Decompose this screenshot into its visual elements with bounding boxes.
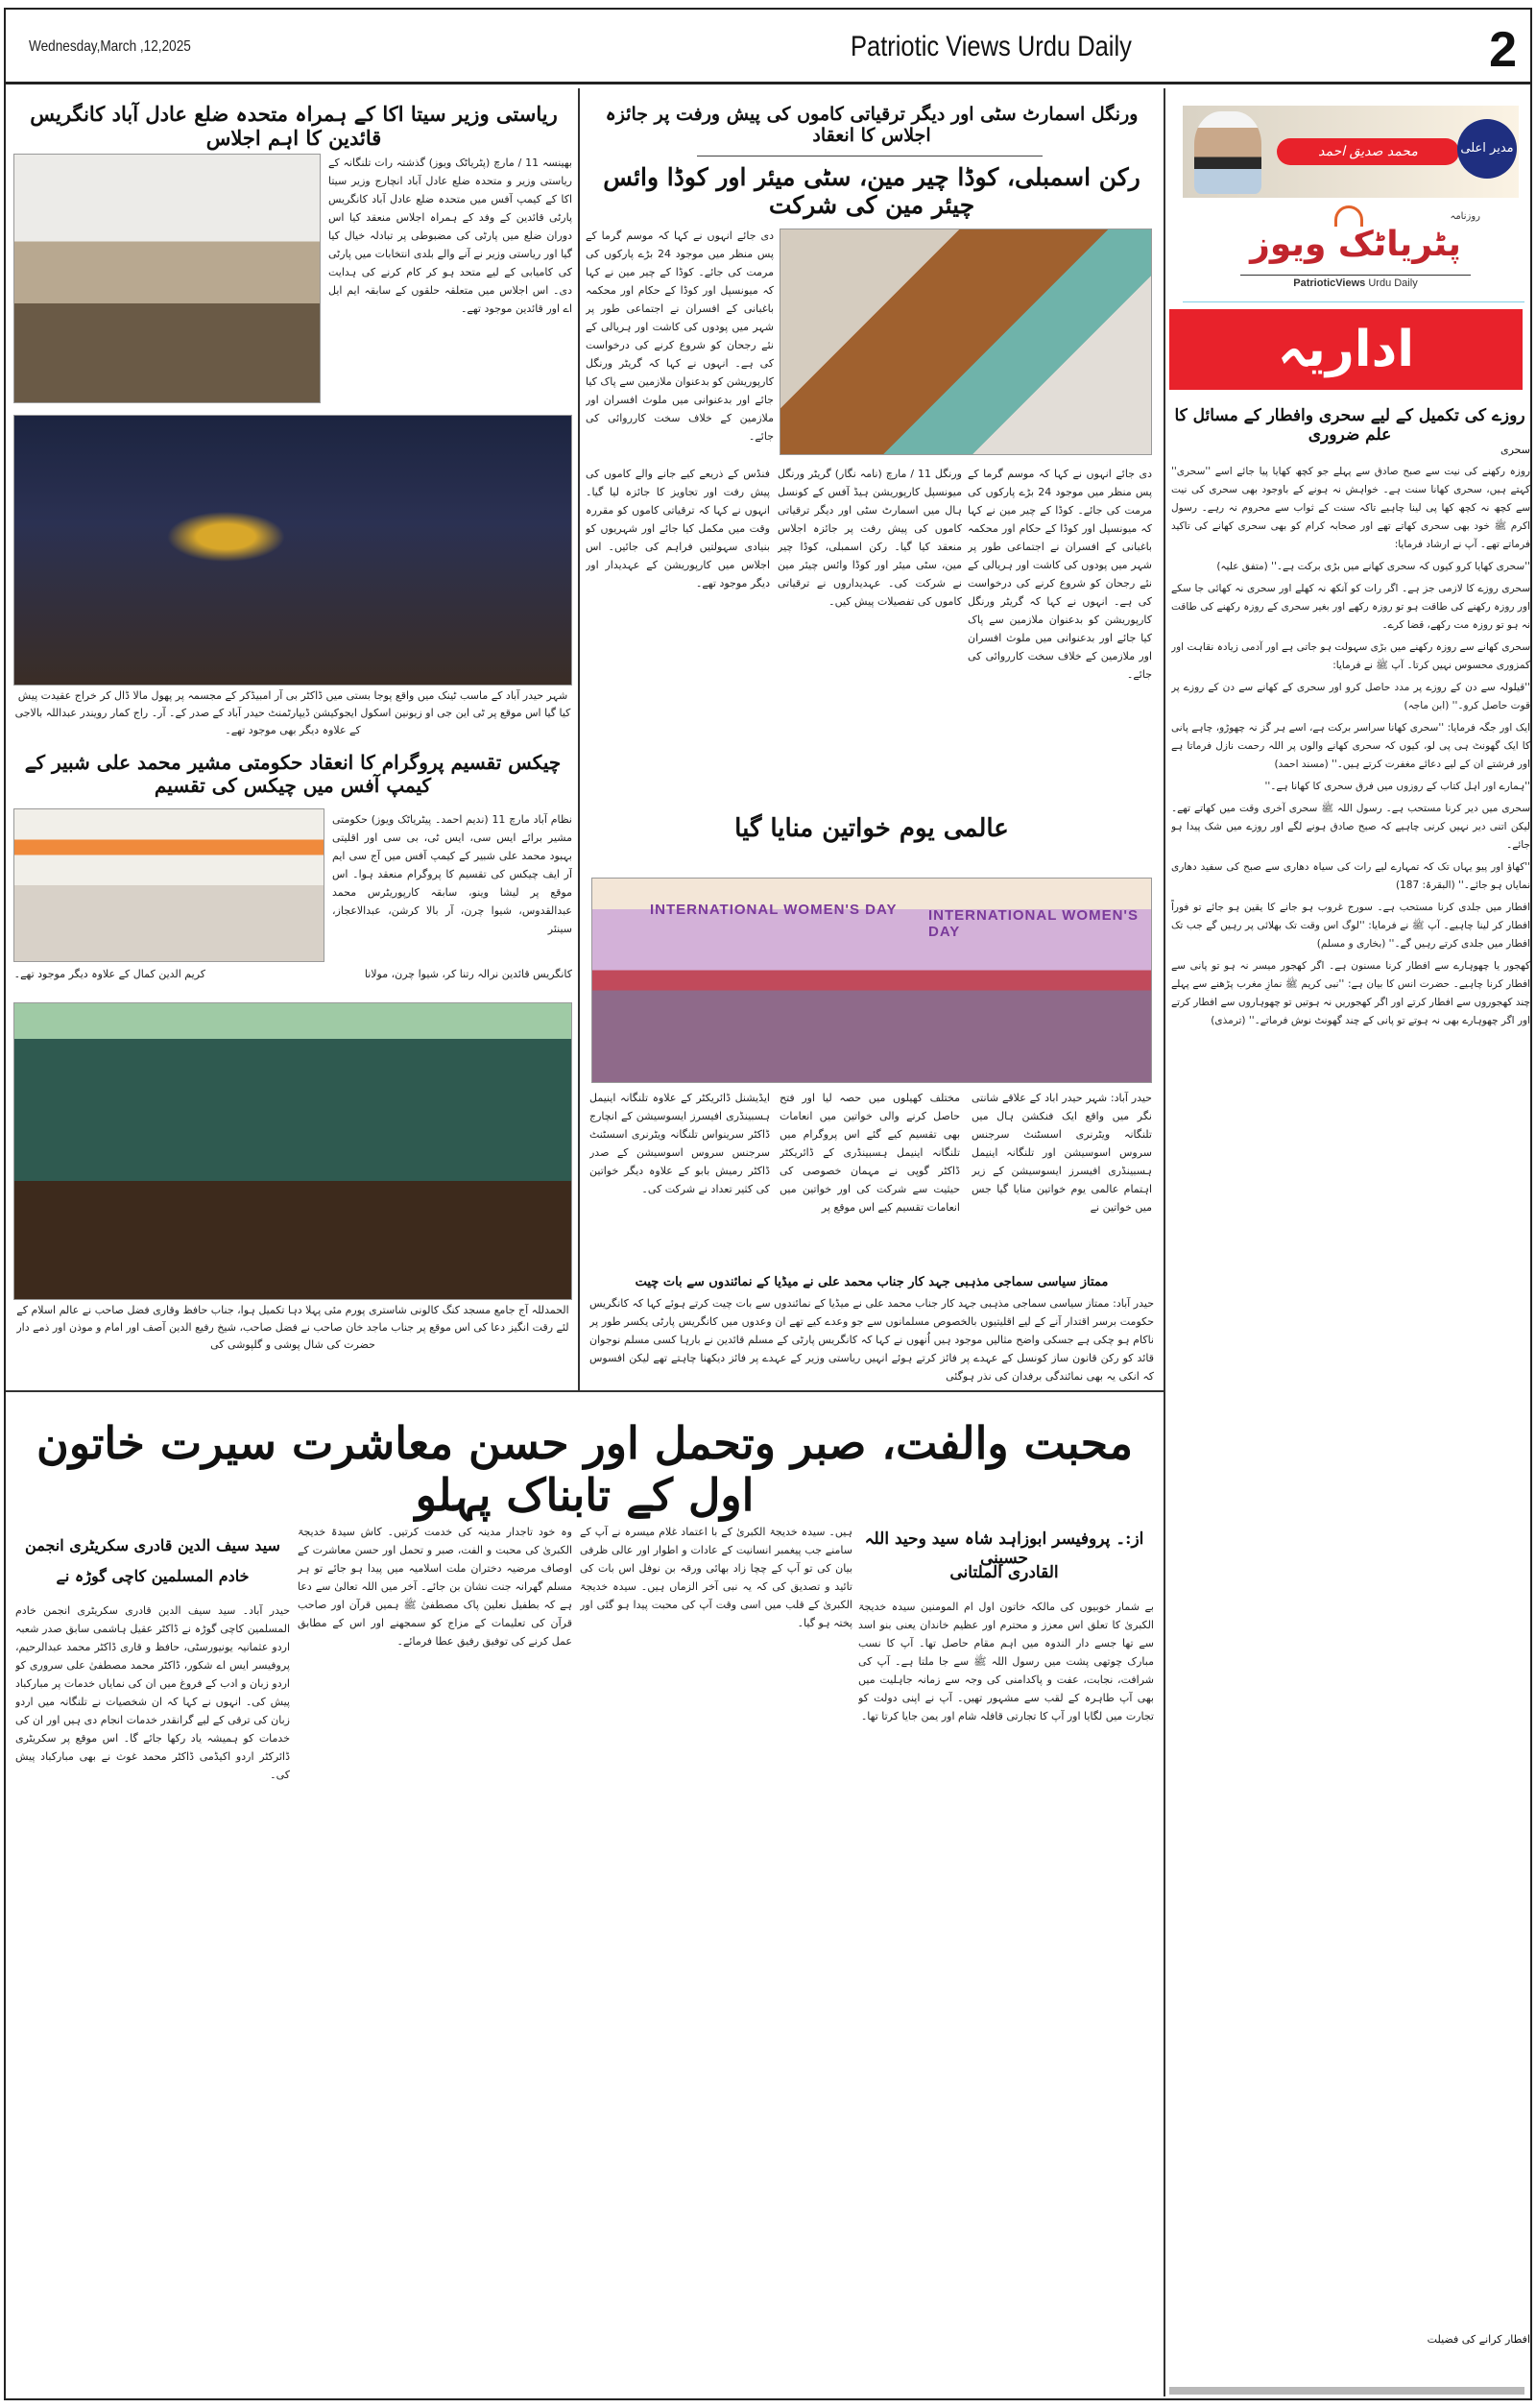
headline-warangal: ورنگل اسمارٹ سٹی اور دیگر ترقیاتی کاموں کی پیش ورفت پر جائزہ اجلاس کا انعقاد [605, 104, 1139, 146]
newspaper-logo [1231, 205, 1480, 298]
photo-banner-text: INTERNATIONAL WOMEN'S DAY [650, 902, 898, 918]
editor-title-badge: مدیر اعلی [1457, 119, 1517, 179]
editor-banner [1183, 106, 1519, 198]
editorial-paragraph: افطار میں جلدی کرنا مستحب ہے۔ سورج غروب ہو جانے کا یقین ہو جائے تو فوراً افطار کر لینا چاہیے۔ آپ ﷺ نے فرمایا: ''لوگ اس وقت تک بھلائی پر رہیں گے جب تک افطار میں جلدی کرتے رہیں گے۔'' (بخاری و مسلم) [1171, 902, 1530, 950]
column-divider [578, 88, 580, 1390]
caption-masjid: الحمدللہ آج جامع مسجد کنگ کالونی شاستری پورم مئی پہلا دہا تکمیل ہوا، جناب حافظ وقاری فضل صاحب نے عالم اسلام کے لئے رقت انگیز دعا کی اس موقع پر جناب ماجد خان صاحب نے فضل صاحب، شیخ رفیع الدین آصف اور امام و موذن اور ذمے دار حضرت کی شال پوشی و گلپوشی کی [16, 1304, 569, 1351]
logo-daily-label: روزنامہ [1450, 211, 1480, 222]
footer-bar [1169, 2387, 1524, 2395]
photo-womens-day-collage [591, 878, 1152, 1083]
editor-photo [1194, 111, 1261, 194]
headline-rule [697, 156, 1043, 157]
editorial-paragraph: سحری میں دیر کرنا مستحب ہے۔ رسول اللہ ﷺ سحری آخری وقت میں کھاتے تھے۔ لیکن اتنی دیر نہیں کرنی چاہیے کہ صبح صادق ہونے لگے اور روزے میں شک پیدا ہو جائے۔ [1171, 803, 1530, 851]
headline-khadija: محبت والفت، صبر وتحمل اور حسن معاشرت سیرت خاتون اول کے تابناک پہلو [36, 1417, 1133, 1521]
editorial-paragraph: ''سحری کھایا کرو کیوں کہ سحری کھانے میں بڑی برکت ہے۔'' (متفق علیہ) [1216, 561, 1530, 572]
article-body-warangal-col4: دی جائے انہوں نے کہا کہ موسم گرما کے پس منظر میں موجود 24 بڑے پارکوں کی مرمت کی جائے۔ کوڈا کے چیر مین نے کہا کہ میونسپل اور کوڈا کے حکام اور محکمہ باغبانی کے افسران نے اجتماعی طور پر شہر میں پودوں کی کاشت اور ہریالی کے نئے رجحان کو شروع کرنے کی درخواست کی ہے۔ انہوں نے کہا کہ گریٹر ورنگل کارپوریشن کو بدعنوان ملازمین سے پاک کیا جائے اور بدعنوانی میں ملوث افسران اور ملازمین کے خلاف سخت کارروائی کی جائے۔ [968, 468, 1152, 681]
byline-author: از:۔ پروفیسر ابوزاہد شاہ سید وحید اللہ حسینی [864, 1529, 1144, 1568]
photo-cheque-distribution [13, 808, 324, 962]
photo-ambedkar-tribute [13, 415, 572, 686]
headline-muhammad-ali: ممتاز سیاسی سماجی مذہبی جہد کار جناب محمد علی نے میڈیا کے نمائندوں سے بات چیت [635, 1275, 1109, 1289]
article-body-khadija-col1: بے شمار خوبیوں کی مالکہ خاتون اول ام المومنین سیدہ خدیجۃ الکبریٰ کا تعلق اس معزز و محترم اور عظیم خاندان یعنی بنو اسد سے تھا جسے دار الندوہ میں اہم مقام حاصل تھا۔ آپ کا نسب مبارک چوتھی پشت میں رسول اللہ ﷺ سے جا ملتا ہے۔ آپ کی شرافت، نجابت، عفت و پاکدامنی کی وجہ سے زمانہ جاہلیت میں بھی آپ طاہرہ کے لقب سے مشہور تھیں۔ آپ نے اپنی دولت کو تجارت میں لگایا اور آپ کا تجارتی قافلہ شام اور یمن جایا کرتا تھا۔ [858, 1601, 1154, 1722]
caption-cheques-right: کانگریس قائدین نرالہ رتنا کر، شیوا چرن، مولانا [364, 968, 572, 980]
headline-saifuddin-line2: خادم المسلمین کاچی گوڑہ نے [56, 1567, 250, 1585]
editorial-paragraph: ایک اور جگہ فرمایا: ''سحری کھانا سراسر برکت ہے، اسے ہر گز نہ چھوڑو، چاہے پانی کا ایک گھونٹ ہی پی لو، کیوں کہ سحری کھانے والوں پر اللہ رحمت نازل فرماتا ہے اور فرشتے ان کے لیے دعائے مغفرت کرتے ہیں۔'' (مسند احمد) [1171, 722, 1530, 770]
article-body-warangal-col2: فنڈس کے ذریعے کیے جانے والے کاموں کی پیش رفت اور تجاویز کا جائزہ لیا گیا۔ انہوں نے کہا کہ ترقیاتی کاموں کو مقررہ وقت میں مکمل کیا جائے اور شہریوں کو بنیادی سہولتیں فراہم کی جائیں۔ اس اجلاس میں کارپوریشن کے عہدیدار اور دیگر موجود تھے۔ [586, 468, 770, 590]
caption-cheques-left: کریم الدین کمال کے علاوہ دیگر موجود تھے۔ [13, 968, 205, 980]
section-divider [6, 1390, 1164, 1392]
photo-warangal-review-meeting [780, 229, 1152, 455]
photo-adilabad-meeting [13, 154, 321, 403]
masthead [6, 10, 1530, 84]
editorial-paragraph: سحری کھانے سے روزہ رکھنے میں بڑی سہولت ہو جاتی ہے اور آدمی زیادہ نقاہت اور کمزوری محسوس نہیں کرتا۔ آپ ﷺ نے فرمایا: [1171, 641, 1530, 671]
editorial-headline: روزے کی تکمیل کے لیے سحری وافطار کے مسائل کا علم ضروری [1174, 406, 1525, 445]
editorial-paragraph: ''کھاؤ اور پیو یہاں تک کہ تمہارے لیے رات کی سیاہ دھاری سے صبح کی سفید دھاری نمایاں ہو جائے۔'' (البقرۃ: 187) [1171, 861, 1530, 891]
page-number: 2 [1489, 22, 1517, 78]
headline-saifuddin-line1: سید سیف الدین قادری سکریٹری انجمن [25, 1536, 280, 1554]
article-body-saifuddin: حیدر آباد۔ سید سیف الدین قادری سکریٹری انجمن خادم المسلمین کاچی گوڑہ نے ڈاکٹر عقیل ہاشمی سابق صدر شعبہ اردو عثمانیہ یونیورسٹی، حافظ و قاری ڈاکٹر محمد عبدالرحیم، پروفیسر ایس اے شکور، ڈاکٹر محمد مصطفیٰ علی سروری کو اردو زبان و ادب کے فروغ میں ان کی نمایاں خدمات پر مبارکباد پیش کی۔ انہوں نے کہا کہ ان شخصیات نے تلنگانہ میں اردو زبان کی ترقی کے لیے گرانقدر خدمات انجام دی ہیں اور ان کی خدمات کو ہمیشہ یاد رکھا جائے گا۔ اس موقع پر سکریٹری ڈائرکٹر اردو اکیڈمی ڈاکٹر محمد غوث نے بھی مبارکباد پیش کی۔ [15, 1604, 290, 1781]
editorial-paragraph: روزہ رکھنے کی نیت سے صبح صادق سے پہلے جو کچھ کھایا پیا جائے اسے ''سحری'' کہتے ہیں، سحری کھانا سنت ہے۔ خواہش نہ ہونے کے باوجود بھی سحری کی نیت سے کچھ نہ کچھ کھا پی لینا چاہیے تاکہ سنت کے ثواب سے محروم نہ رہے۔ رسول اکرم ﷺ خود بھی سحری کھاتے تھے اور صحابہ کرام کو بھی سحری کھانے کی تاکید فرماتے تھے۔ آپ نے ارشاد فرمایا: [1171, 466, 1530, 550]
editorial-paragraph: ''قیلولہ سے دن کے روزے پر مدد حاصل کرو اور سحری کے کھانے سے دن کے روزے پر قوت حاصل کرو۔'' (ابن ماجہ) [1171, 682, 1530, 711]
headline-womens-day: عالمی یوم خواتین منایا گیا [734, 814, 1009, 843]
newspaper-title: Patriotic Views Urdu Daily [851, 31, 1132, 62]
article-body-cheques: نظام آباد مارچ 11 (ندیم احمد۔ پیٹریاٹک ویوز) حکومتی مشیر برائے ایس سی، ایس ٹی، بی سی اور اقلیتی بہبود محمد علی شبیر کے کیمپ آفس میں آج سی ایم آر ایف چیکس کی تقسیم کا پروگرام منعقد ہوا۔ اس موقع پر لیشا وینو، سابقہ کارپوریٹرس محمد عبدالقدوس، شیوا چرن، آر بالا کرشن، عبدالاعجاز، سینئر [332, 813, 572, 935]
article-body-womens-col3: ایڈیشنل ڈائریکٹر کے علاوہ تلنگانہ اینیمل ہسبینڈری افیسرز ایسوسیشن کے انچارج ڈاکٹر سرینواس تلنگانہ ویٹرنری اسسٹنٹ سرجنس سروس اسوسیشن کے صدر ڈاکٹر رمیش بابو کے علاوہ دیگر خواتین کی کثیر تعداد نے شرکت کی۔ [589, 1092, 770, 1195]
editorial-paragraph: سحری روزے کا لازمی جز ہے۔ اگر رات کو آنکھ نہ کھلے اور سحری نہ کھائی جا سکے اور روزہ رکھنے کی طاقت ہو تو روزہ رکھے اور بغیر سحری کے روزہ رکھنے کی طاقت نہ ہو تو روزہ مت رکھے، قضا کرے۔ [1171, 583, 1530, 631]
editor-name-ribbon: محمد صدیق احمد [1277, 138, 1459, 165]
photo-banner-text: INTERNATIONAL WOMEN'S DAY [928, 907, 1140, 940]
editorial-paragraph: کھجور یا چھوہارے سے افطار کرنا مسنون ہے۔ اگر کھجور میسر نہ ہو تو پانی سے افطار کرنا چاہیے۔ حضرت انس کا بیان ہے: ''نبی کریم ﷺ نمازِ مغرب پڑھنے سے پہلے چند کھجوروں سے افطار کرتے اور اگر کھجوریں نہ ہوتیں تو چھوہاروں سے افطار کرتے اور اگر چھوہارے بھی نہ ہوتے تو پانی کے چند گھونٹ نوش فرماتے۔'' (ترمذی) [1171, 960, 1530, 1026]
article-body-warangal-col3: ورنگل 11 / مارچ (نامہ نگار) گریٹر ورنگل میونسپل کارپوریشن ہیڈ آفس کے کونسل ہال میں اسمارٹ سٹی اور دیگر ترقیاتی کاموں کی پیش رفت پر جائزہ اجلاس منعقد کیا گیا۔ رکن اسمبلی، کوڈا چیر مین، سٹی میئر اور کوڈا وائس چیئر مین نے شرکت کی۔ عہدیداروں نے ترقیاتی کاموں کی تفصیلات پیش کیں۔ [778, 468, 962, 608]
headline-cheques: چیکس تقسیم پروگرام کا انعقاد حکومتی مشیر محمد علی شبیر کے کیمپ آفس میں چیکس کی تقسیم [24, 751, 562, 797]
article-body-khadija-col3: وہ خود تاجدار مدینہ کی خدمت کرتیں۔ کاش سیدۃ خدیجۃ الکبریٰ کی محبت و الفت، صبر و تحمل اور حسن معاشرت کے اوصاف مرضیہ دختران ملت اسلامیہ میں پیدا ہو جائے تو ہر مسلم گھرانہ جنت نشان بن جائے۔ آخر میں اللہ تعالیٰ سے دعا ہے کہ بطفیل نعلین پاک مصطفیٰ ﷺ ہمیں قرآن اور صاحب قرآن کی تعلیمات کے مزاج کو سمجھنے اور اس کے مطابق عمل کرنے کی توفیق رفیق عطا فرمائے۔ [298, 1526, 572, 1648]
article-body-adilabad: بھینسہ 11 / مارچ (پٹریاٹک ویوز) گذشتہ رات تلنگانہ کے ریاستی وزیر و متحدہ ضلع عادل آباد انچارج وزیر سیتا اکا کے کیمپ آفس میں متحدہ ضلع عادل آباد کانگریس پارٹی قائدین کے وفد کے ہمراہ اجلاس منعقد کیا اس دوران ضلع میں پارٹی کی مضبوطی پر تبادلہ خیال کیا گیا اور ریاستی وزیر نے آنے والے بلدی انتخابات میں پارٹی کی کامیابی کے لیے متحد ہو کر کام کرنے کی ہدایت دی۔ اس اجلاس میں متعلقہ حلقوں کے سابقہ ایم ایل اے اور قائدین موجود تھے۔ [328, 157, 572, 315]
logo-rule [1183, 301, 1524, 302]
byline-author-suffix: القادری الملتانی [949, 1563, 1059, 1582]
logo-urdu-wordmark: پٹریاٹک ویوز [1250, 225, 1461, 264]
article-body-warangal-col1: دی جائے انہوں نے کہا کہ موسم گرما کے پس منظر میں موجود 24 بڑے پارکوں کی مرمت کی جائے۔ کوڈا کے چیر مین نے کہا کہ میونسپل اور کوڈا کے حکام اور محکمہ باغبانی کے افسران نے اجتماعی طور پر شہر میں پودوں کی کاشت اور ہریالی کے نئے رجحان کو شروع کرنے کی درخواست کی ہے۔ انہوں نے کہا کہ گریٹر ورنگل کارپوریشن کو بدعنوان ملازمین سے پاک کیا جائے اور بدعنوانی میں ملوث افسران اور ملازمین کے خلاف سخت کارروائی کی جائے۔ [586, 229, 774, 443]
pen-nib-logo-icon [1334, 205, 1363, 227]
subheadline-warangal: رکن اسمبلی، کوڈا چیر مین، سٹی میئر اور کوڈا وائس چیئر مین کی شرکت [603, 163, 1140, 219]
article-body-khadija-col2: ہیں۔ سیدہ خدیجۃ الکبریٰ کے با اعتماد غلام میسرہ نے آپ کے سامنے جب پیغمبر انسانیت کے عادات و اطوار اور عالی ظرفی بیان کی تو آپ کے چچا زاد بھائی ورقہ بن نوفل اس بات کی تائید و تصدیق کی کہ یہ نبی آخر الزماں ہیں۔ سیدہ خدیجۃ الکبریٰ کے قلب میں اسی وقت آپ کی محبت پیدا ہو گئی اور پختہ ہو گیا۔ [580, 1526, 852, 1629]
article-body-womens-col1: حیدر آباد: شہر حیدر اباد کے علاقے شانتی نگر میں واقع ایک فنکشن ہال میں تلنگانہ ویٹرنری اسسٹنٹ سرجنس سروس اسوسیشن اور تلنگانہ اینیمل ہسبینڈری افیسرز ایسوسیشن کے زیر اہتمام عالمی یوم خواتین منایا گیا جس میں خواتین نے [972, 1092, 1152, 1214]
editorial-subhead-sehri: سحری [1500, 444, 1530, 456]
article-body-muhammad-ali: حیدر آباد: ممتاز سیاسی سماجی مذہبی جہد کار جناب محمد علی نے میڈیا کے نمائندوں سے بات چیت کرتے ہوئے کہا کہ کانگریس حکومت برسر اقتدار آنے کے لیے اقلیتیوں بالخصوص مسلمانوں سے جو وعدے کیے تھے ان وعدوں میں کانگریس پارٹی یکسر طور پر ناکام ہو چکی ہے جسکی واضح مثالیں موجود ہیں اُنھوں نے کہا کہ کانگریس پارٹی کے مسلم قائدین نے بارہا کسی مسلم نوجوان قائد کو رکن قانون ساز کونسل کے عہدے پر فائز کرتے ہوئے انہیں ریاستی وزیر کے عہدے پر فائز دیکھنا چاہتے تھے لیکن افسوس کہ انکی یہ بھی نمائندگی برفدان کی نذر ہوگئی [589, 1297, 1154, 1383]
column-divider [1164, 88, 1165, 2396]
editorial-banner: اداریہ [1169, 309, 1523, 390]
caption-ambedkar: شہر حیدر آباد کے ماسب ٹینک میں واقع پوجا بستی میں ڈاکٹر بی آر امبیڈکر کے مجسمہ پر پھول مالا ڈال کر خراج عقیدت پیش کیا گیا اس موقع پر ٹی این جی او زیونین اسکول ایجوکیشن ڈیپارٹمنٹ حیدر آباد کے صدر کے۔ آر۔ راج کمار رویندر عبداللہ بالاجی کے علاوہ دیگر بھی موجود تھے۔ [14, 689, 571, 736]
headline-adilabad: ریاستی وزیر سیتا اکا کے ہمراہ متحدہ ضلع عادل آباد کانگریس قائدین کا اہم اجلاس [30, 102, 558, 150]
editorial-body [1171, 463, 1530, 2327]
issue-date: Wednesday,March ,12,2025 [29, 38, 191, 55]
editorial-closing-subhead: افطار کرانے کی فضیلت [1427, 2333, 1530, 2346]
photo-masjid-gathering [13, 1002, 572, 1300]
logo-english-wordmark [1240, 275, 1471, 289]
logo-english-rest: Urdu Daily [1368, 277, 1418, 289]
newspaper-page [4, 8, 1532, 2400]
logo-english-bold: PatrioticViews [1293, 277, 1366, 289]
editorial-paragraph: ''ہمارے اور اہل کتاب کے روزوں میں فرق سحری کا کھانا ہے۔'' [1264, 781, 1530, 792]
article-body-womens-col2: مختلف کھیلوں میں حصہ لیا اور فتح حاصل کرنے والی خواتین میں انعامات بھی تقسیم کیے گئے اس پروگرام میں تلنگانہ اینیمل ہسبینڈری کے ڈائریکٹر ڈاکٹر گوپی نے مہمان خصوصی کی حیثیت سے شرکت کی اور خواتین میں انعامات تقسیم کیے اس موقع پر [780, 1092, 960, 1214]
